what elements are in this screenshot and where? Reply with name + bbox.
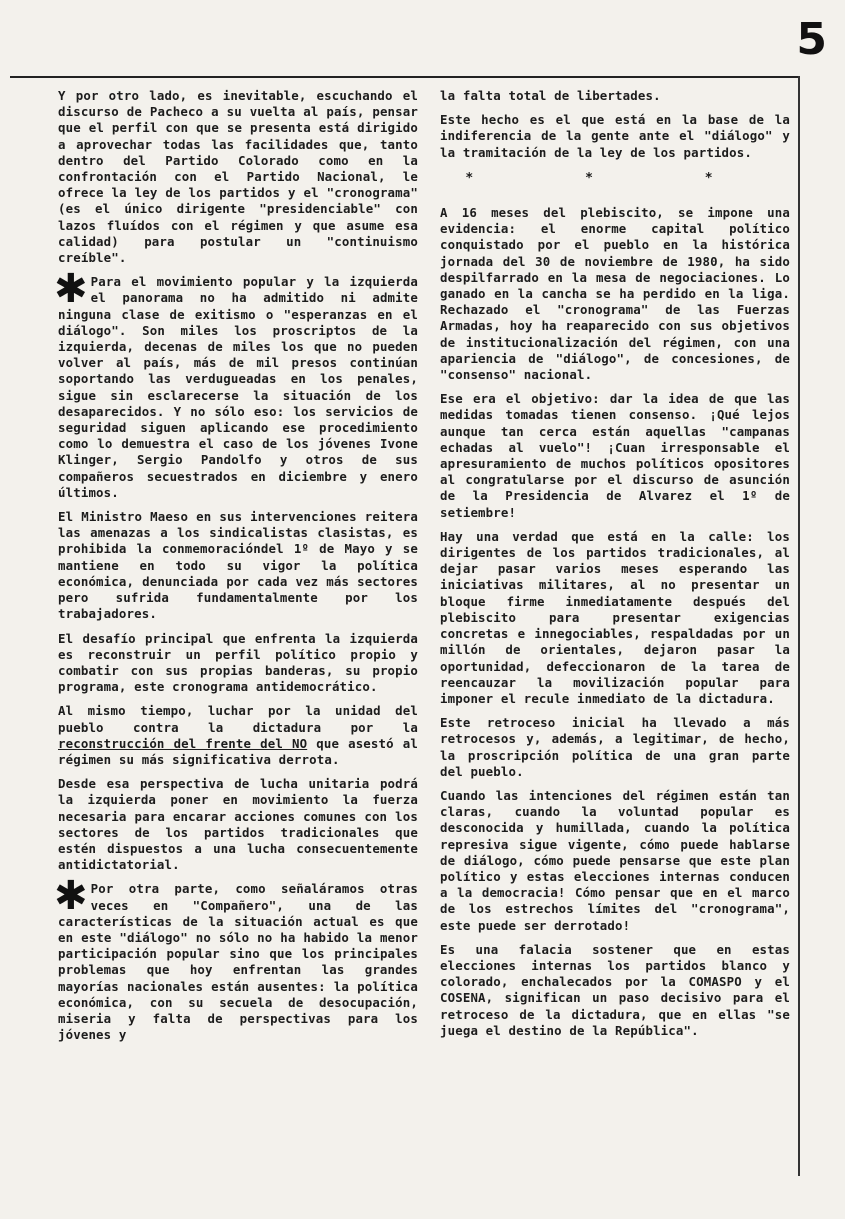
paragraph-text: que asestó al régimen su más significativa derrota. — [58, 735, 418, 767]
paragraph: Hay una verdad que está en la calle: los dirigentes de los partidos tradicionales, al dejar pasar varios meses esperando las iniciativas militares, al no presentar un bloque firme inmediatamente después del plebiscito para presentar exigencias concretas e innegociables, respaldadas por un millón de orientales, dejaron pasar la oportunidad, defeccionaron de la tarea de reencauzar la movilización popular para imponer el recule inmediato de la dictadura. — [440, 528, 790, 706]
asterisk-icon: ✱ — [54, 266, 88, 313]
underlined-phrase: reconstrucción del frente del NO — [58, 735, 308, 751]
paragraph-text: Por otra parte, como señaláramos otras veces en "Compañero", una de las características de la situación actual es que en este "diálogo" no sólo no ha habido la menor participación popular sino que los principales problemas que hoy enfrentan las grandes mayorías nacionales están ausentes: la política económica, con su secuela de desocupación, miseria y falta de perspectivas para los jóvenes y — [58, 881, 418, 1043]
paragraph: Y por otro lado, es inevitable, escuchando el discurso de Pacheco a su vuelta al país, pensar que el perfil con que se presenta está dirigido a aprovechar todas las facilidades que, tanto dentro del Partido Colorado como en la confrontación con el Partido Nacional, le ofrece la ley de los partidos y el "cronograma" (es el único dirigente "presidenciable" con lazos fluídos con el régimen y que asume esa calidad) para postular un "continuismo creíble". — [58, 88, 418, 266]
paragraph — [54, 873, 418, 1043]
asterisk-icon: ✱ — [54, 873, 88, 920]
paragraph: Desde esa perspectiva de lucha unitaria podrá la izquierda poner en movimiento la fuerza necesaria para encarar acciones comunes con los sectores de los partidos tradicionales que estén dispuestos a una lucha consecuentemente antidictatorial. — [58, 776, 418, 873]
column-rule — [798, 76, 800, 1176]
paragraph: A 16 meses del plebiscito, se impone una evidencia: el enorme capital político conquistado por el pueblo en la histórica jornada del 30 de noviembre de 1980, ha sido despilfarrado en la mesa de negociaciones. Lo ganado en la cancha se ha perdido en la liga. Rechazado el "cronograma" de las Fuerzas Armadas, hoy ha reaparecido con sus objetivos de institucionalización del régimen, con una apariencia de "diálogo", de concesiones, de "consenso" nacional. — [440, 205, 790, 383]
paragraph: la falta total de libertades. — [440, 88, 661, 103]
header-rule — [10, 76, 800, 78]
page-number: 5 — [796, 14, 827, 65]
paragraph: El desafío principal que enfrenta la izquierda es reconstruir un perfil político propio y combatir con sus propias banderas, su propio programa, este cronograma antidemocrático. — [58, 630, 418, 695]
paragraph: Ese era el objetivo: dar la idea de que las medidas tomadas tienen consenso. ¡Qué lejos aunque tan cerca están aquellas "campanas echadas al vuelo"! ¡Cuan irresponsable el apresuramiento de muchos políticos opositores al congratularse por el discurso de asunción de la Presidencia de Alvarez el 1º de setiembre! — [440, 391, 790, 520]
paragraph-text: Al mismo tiempo, luchar por la unidad del pueblo contra la dictadura por la — [58, 703, 418, 735]
paragraph — [54, 266, 418, 501]
paragraph: Cuando las intenciones del régimen están tan claras, cuando la voluntad popular es desconocida y humillada, cuando la política represiva sigue vigente, cómo puede hablarse de diálogo, cómo puede pensarse que este plan político y estas elecciones internas conducen a la democracia! Cómo pensar que en el marco de los estrechos límites del "cronograma", este puede ser derrotado! — [440, 787, 790, 933]
paragraph — [58, 703, 418, 768]
right-column — [440, 88, 790, 1047]
paragraph: Es una falacia sostener que en estas elecciones internas los partidos blanco y colorado, enchalecados por la COMASPO y el COSENA, significan un paso decisivo para el retroceso de la dictadura, que en ellas "se juega el destino de la República". — [440, 941, 790, 1038]
paragraph-text: Para el movimiento popular y la izquierda el panorama no ha admitido ni admite ninguna clase de exitismo o "esperanzas en el diálogo". Son miles los proscriptos de la izquierda, decenas de miles los que no pueden volver al país, más de mil presos continúan soportando las verdugueadas en los penales, sigue sin esclarecerse la situación de los desaparecidos. Y no sólo eso: los servicios de seguridad siguen aplicando ese procedimiento como lo demuestra el caso de los jóvenes Ivone Klinger, Sergio Pandolfo y otros de sus compañeros secuestrados en diciembre y enero últimos. — [58, 274, 418, 500]
section-separator: * * * — [465, 170, 765, 186]
paragraph: El Ministro Maeso en sus intervenciones reitera las amenazas a los sindicalistas clasistas, es prohibida la conmemoracióndel 1º de Mayo y se mantiene en todo su vigor la política económica, denunciada por cada vez más sectores pero sufrida fundamentalmente por los trabajadores. — [58, 509, 418, 622]
paragraph: Este retroceso inicial ha llevado a más retrocesos y, además, a legitimar, de hecho, la proscripción política de una gran parte del pueblo. — [440, 715, 790, 779]
left-column — [54, 88, 418, 1051]
paragraph: Este hecho es el que está en la base de la indiferencia de la gente ante el "diálogo" y la tramitación de la ley de los partidos. — [440, 112, 790, 160]
